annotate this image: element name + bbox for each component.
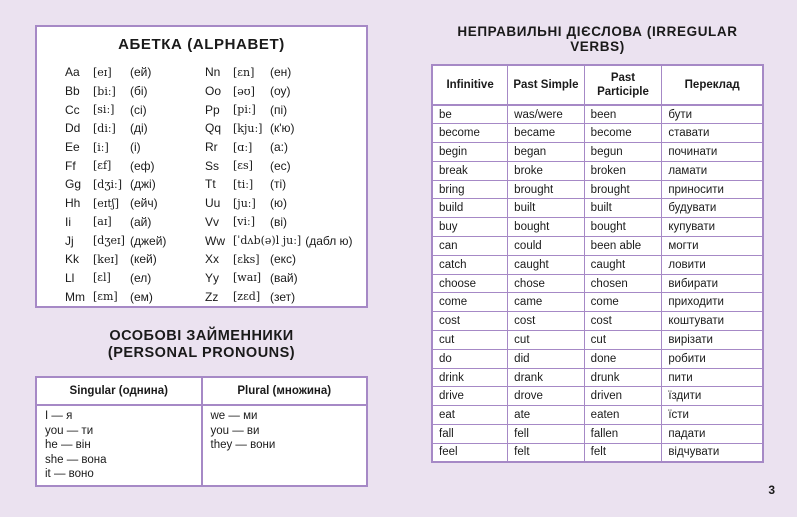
pronouns-title [35, 328, 368, 362]
verbs-table-row [432, 161, 763, 180]
alphabet-row [205, 287, 353, 306]
alphabet-row [205, 194, 353, 213]
verb-infinitive-cell: feel [432, 443, 508, 462]
verb-infinitive-cell: choose [432, 274, 508, 293]
alphabet-ukr: (зет) [270, 289, 296, 304]
verb-translation-cell: робити [662, 349, 763, 368]
verb-past-participle-cell: driven [584, 387, 662, 406]
verb-infinitive-cell: bring [432, 180, 508, 199]
alphabet-row [205, 231, 353, 250]
verb-translation-cell: відчувати [662, 443, 763, 462]
verb-past-participle-cell: begun [584, 143, 662, 162]
alphabet-letter: Aa [65, 65, 80, 80]
alphabet-ipa: [ɑː] [233, 140, 253, 154]
verb-past-participle-cell: been able [584, 237, 662, 256]
verbs-table-row [432, 312, 763, 331]
alphabet-letter: Tt [205, 177, 216, 192]
pronouns-header-singular: Singular (однина) [36, 377, 202, 405]
alphabet-ipa: [ˈdʌb(ə)l juː] [233, 234, 302, 248]
alphabet-row [205, 63, 353, 82]
alphabet-letter: Bb [65, 84, 80, 99]
alphabet-letter: Ss [205, 158, 220, 173]
alphabet-ukr: (ес) [270, 158, 291, 173]
verb-infinitive-cell: come [432, 293, 508, 312]
alphabet-ukr: (ю) [270, 196, 287, 211]
verbs-table-row [432, 387, 763, 406]
verbs-table-row [432, 368, 763, 387]
verb-infinitive-cell: break [432, 161, 508, 180]
verbs-header-infinitive: Infinitive [432, 65, 508, 105]
verbs-title: НЕПРАВИЛЬНІ ДІЄСЛОВА (IRREGULAR VERBS) [457, 24, 738, 54]
verb-translation-cell: приходити [662, 293, 763, 312]
verb-infinitive-cell: cut [432, 331, 508, 350]
verb-past-simple-cell: brought [508, 180, 585, 199]
verb-past-simple-cell: bought [508, 218, 585, 237]
alphabet-ipa: [diː] [93, 121, 116, 135]
verb-translation-cell: їздити [662, 387, 763, 406]
alphabet-row [205, 175, 353, 194]
verb-past-simple-cell: began [508, 143, 585, 162]
alphabet-ipa: [juː] [233, 196, 256, 210]
alphabet-ukr: (вай) [270, 270, 298, 285]
alphabet-ukr: (бі) [130, 84, 148, 99]
alphabet-letter: Ff [65, 158, 76, 173]
verbs-table-row [432, 274, 763, 293]
verbs-table-row [432, 180, 763, 199]
alphabet-ukr: (дабл ю) [305, 233, 353, 248]
alphabet-row [205, 213, 353, 232]
alphabet-row [65, 231, 166, 250]
alphabet-letter: Cc [65, 102, 80, 117]
verb-past-simple-cell: drove [508, 387, 585, 406]
alphabet-ipa: [ɛs] [233, 159, 253, 173]
verb-past-participle-cell: become [584, 124, 662, 143]
alphabet-row [65, 175, 166, 194]
alphabet-ipa: [viː] [233, 215, 256, 229]
verb-past-simple-cell: did [508, 349, 585, 368]
pronoun-singular-item: you — ти [45, 424, 94, 437]
pronoun-singular-item: it — воно [45, 468, 94, 480]
alphabet-ipa: [zɛd] [233, 290, 261, 304]
alphabet-row [65, 269, 166, 288]
verb-past-simple-cell: could [508, 237, 585, 256]
alphabet-ukr: (ем) [130, 289, 153, 304]
verb-past-participle-cell: done [584, 349, 662, 368]
alphabet-ukr: (ті) [270, 177, 287, 192]
alphabet-row [65, 156, 166, 175]
pronoun-plural-item: we — ми [210, 410, 258, 422]
verbs-table-row [432, 124, 763, 143]
verbs-table-row [432, 105, 763, 124]
alphabet-ipa: [ɛks] [233, 252, 260, 266]
verb-translation-cell: бути [662, 105, 763, 124]
verb-past-simple-cell: felt [508, 443, 585, 462]
verb-past-participle-cell: broken [584, 161, 662, 180]
verb-translation-cell: падати [662, 425, 763, 444]
alphabet-ipa: [əʊ] [233, 84, 255, 98]
alphabet-row [65, 250, 166, 269]
alphabet-ukr: (еф) [130, 158, 155, 173]
verb-past-participle-cell: eaten [584, 406, 662, 425]
verb-infinitive-cell: fall [432, 425, 508, 444]
alphabet-letter: Mm [65, 289, 85, 304]
alphabet-row [65, 63, 166, 82]
alphabet-row [205, 119, 353, 138]
verb-past-simple-cell: was/were [508, 105, 585, 124]
verb-infinitive-cell: be [432, 105, 508, 124]
alphabet-letter: Dd [65, 121, 81, 136]
alphabet-ukr: (ейч) [130, 196, 158, 211]
pronouns-table [35, 376, 368, 487]
verb-past-participle-cell: caught [584, 255, 662, 274]
verb-translation-cell: будувати [662, 199, 763, 218]
pronouns-header-row [36, 377, 367, 405]
alphabet-column-left [65, 63, 166, 306]
verbs-table-row [432, 255, 763, 274]
alphabet-letter: Hh [65, 196, 81, 211]
alphabet-row [205, 156, 353, 175]
alphabet-ipa: [kjuː] [233, 121, 263, 135]
alphabet-ipa: [waɪ] [233, 271, 262, 285]
verb-past-simple-cell: fell [508, 425, 585, 444]
alphabet-row [65, 119, 166, 138]
verbs-table-row [432, 293, 763, 312]
alphabet-ipa: [tiː] [233, 177, 254, 191]
verb-past-simple-cell: cut [508, 331, 585, 350]
verb-past-simple-cell: cost [508, 312, 585, 331]
alphabet-letter: Nn [205, 65, 221, 80]
alphabet-letter: Kk [65, 252, 80, 267]
pronoun-plural-item: you — ви [210, 424, 260, 437]
alphabet-ukr: (пі) [270, 102, 288, 117]
alphabet-ukr: (оу) [270, 84, 291, 99]
alphabet-letter: Gg [65, 177, 82, 192]
verbs-table [431, 64, 764, 463]
verbs-header-row [432, 65, 763, 105]
verbs-table-row [432, 237, 763, 256]
alphabet-ukr: (ай) [130, 214, 152, 229]
verb-infinitive-cell: do [432, 349, 508, 368]
verb-past-simple-cell: broke [508, 161, 585, 180]
verb-past-simple-cell: became [508, 124, 585, 143]
pronouns-singular-cell [36, 405, 202, 486]
verb-past-participle-cell: been [584, 105, 662, 124]
verb-infinitive-cell: drive [432, 387, 508, 406]
verbs-table-row [432, 331, 763, 350]
verb-translation-cell: могти [662, 237, 763, 256]
alphabet-letter: Ww [205, 233, 225, 248]
alphabet-ipa: [biː] [93, 84, 116, 98]
pronouns-header-plural: Plural (множина) [202, 377, 368, 405]
pronouns-body-row [36, 405, 367, 486]
verbs-table-row [432, 406, 763, 425]
pronoun-singular-item: she — вона [45, 453, 107, 466]
alphabet-ukr: (і) [130, 140, 141, 155]
alphabet-ipa: [dʒiː] [93, 177, 123, 191]
alphabet-ipa: [aɪ] [93, 215, 112, 229]
alphabet-row [65, 100, 166, 119]
verb-translation-cell: коштувати [662, 312, 763, 331]
alphabet-ukr: (а:) [270, 140, 288, 155]
verbs-table-row [432, 218, 763, 237]
verbs-table-row [432, 425, 763, 444]
alphabet-letter: Jj [65, 233, 74, 248]
alphabet-letter: Ii [65, 214, 71, 229]
alphabet-box [35, 25, 368, 308]
verb-translation-cell: їсти [662, 406, 763, 425]
alphabet-ipa: [piː] [233, 103, 256, 117]
verbs-header-past-simple: Past Simple [508, 65, 585, 105]
verbs-table-row [432, 443, 763, 462]
verbs-table-row [432, 349, 763, 368]
alphabet-ukr: (ві) [270, 214, 288, 229]
alphabet-ukr: (ел) [130, 270, 152, 285]
verb-past-participle-cell: fallen [584, 425, 662, 444]
alphabet-ipa: [ɛm] [93, 290, 118, 304]
verb-infinitive-cell: build [432, 199, 508, 218]
verb-past-participle-cell: come [584, 293, 662, 312]
pronouns-title-line2: (PERSONAL PRONOUNS) [107, 345, 296, 361]
verb-past-simple-cell: chose [508, 274, 585, 293]
alphabet-letter: Yy [205, 270, 220, 285]
alphabet-ipa: [eɪ] [93, 65, 112, 79]
alphabet-letter: Vv [205, 214, 220, 229]
alphabet-ukr: (ді) [130, 121, 148, 136]
alphabet-ukr: (ен) [270, 65, 292, 80]
pronoun-plural-item: they — вони [210, 439, 276, 451]
verb-translation-cell: ставати [662, 124, 763, 143]
alphabet-letter: Zz [205, 289, 219, 304]
verb-translation-cell: ловити [662, 255, 763, 274]
pronoun-singular-item: he — він [45, 439, 91, 451]
alphabet-row [65, 194, 166, 213]
alphabet-ipa: [eɪtʃ] [93, 196, 120, 210]
verbs-header-translation: Переклад [662, 65, 763, 105]
alphabet-row [65, 82, 166, 101]
alphabet-ipa: [ɛn] [233, 65, 255, 79]
alphabet-row [205, 100, 353, 119]
verb-translation-cell: приносити [662, 180, 763, 199]
alphabet-ipa: [iː] [93, 140, 109, 154]
pronouns-title-line1: ОСОБОВІ ЗАЙМЕННИКИ [109, 328, 294, 344]
verb-past-participle-cell: cut [584, 331, 662, 350]
verb-translation-cell: вирізати [662, 331, 763, 350]
alphabet-title: АБЕТКА (ALPHABET) [118, 36, 285, 53]
alphabet-ukr: (екс) [270, 252, 297, 267]
verb-past-simple-cell: built [508, 199, 585, 218]
verbs-table-row [432, 199, 763, 218]
verb-past-participle-cell: cost [584, 312, 662, 331]
verb-infinitive-cell: cost [432, 312, 508, 331]
alphabet-row [65, 138, 166, 157]
alphabet-row [65, 213, 166, 232]
verb-infinitive-cell: begin [432, 143, 508, 162]
verb-past-participle-cell: chosen [584, 274, 662, 293]
alphabet-ipa: [ɛf] [93, 159, 112, 173]
alphabet-ukr: (ей) [130, 65, 152, 80]
verb-infinitive-cell: eat [432, 406, 508, 425]
alphabet-ukr: (джей) [130, 233, 167, 248]
verb-translation-cell: починати [662, 143, 763, 162]
verb-infinitive-cell: become [432, 124, 508, 143]
alphabet-ipa: [dʒeɪ] [93, 234, 125, 248]
alphabet-row [205, 82, 353, 101]
alphabet-row [65, 287, 166, 306]
alphabet-ipa: [siː] [93, 103, 115, 117]
verb-past-participle-cell: brought [584, 180, 662, 199]
pronouns-plural-cell [202, 405, 368, 486]
alphabet-letter: Oo [205, 84, 222, 99]
alphabet-letter: Ll [65, 270, 75, 285]
alphabet-ipa: [keɪ] [93, 252, 119, 266]
alphabet-ukr: (джі) [130, 177, 156, 192]
verbs-header-past-participle: Past Participle [584, 65, 662, 105]
verb-translation-cell: ламати [662, 161, 763, 180]
alphabet-ukr: (кей) [130, 252, 157, 267]
verb-translation-cell: купувати [662, 218, 763, 237]
alphabet-letter: Qq [205, 121, 222, 136]
alphabet-row [205, 138, 353, 157]
verbs-table-row [432, 143, 763, 162]
alphabet-ukr: (к'ю) [270, 121, 295, 136]
alphabet-letter: Ee [65, 140, 80, 155]
page-number: 3 [768, 483, 775, 497]
verb-past-participle-cell: bought [584, 218, 662, 237]
pronoun-singular-item: I — я [45, 410, 73, 422]
verb-translation-cell: вибирати [662, 274, 763, 293]
verb-past-simple-cell: caught [508, 255, 585, 274]
alphabet-ukr: (сі) [130, 102, 147, 117]
verb-translation-cell: пити [662, 368, 763, 387]
alphabet-ipa: [ɛl] [93, 271, 111, 285]
verb-past-simple-cell: drank [508, 368, 585, 387]
alphabet-row [205, 269, 353, 288]
verb-past-participle-cell: built [584, 199, 662, 218]
verb-infinitive-cell: buy [432, 218, 508, 237]
alphabet-row [205, 250, 353, 269]
verb-past-simple-cell: came [508, 293, 585, 312]
alphabet-letter: Rr [205, 140, 218, 155]
verbs-table-body [432, 105, 763, 462]
verb-infinitive-cell: catch [432, 255, 508, 274]
verb-infinitive-cell: drink [432, 368, 508, 387]
alphabet-letter: Pp [205, 102, 220, 117]
alphabet-letter: Uu [205, 196, 221, 211]
alphabet-column-right [205, 63, 353, 306]
verb-past-participle-cell: felt [584, 443, 662, 462]
verb-past-simple-cell: ate [508, 406, 585, 425]
verb-past-participle-cell: drunk [584, 368, 662, 387]
alphabet-letter: Xx [205, 252, 220, 267]
verb-infinitive-cell: can [432, 237, 508, 256]
